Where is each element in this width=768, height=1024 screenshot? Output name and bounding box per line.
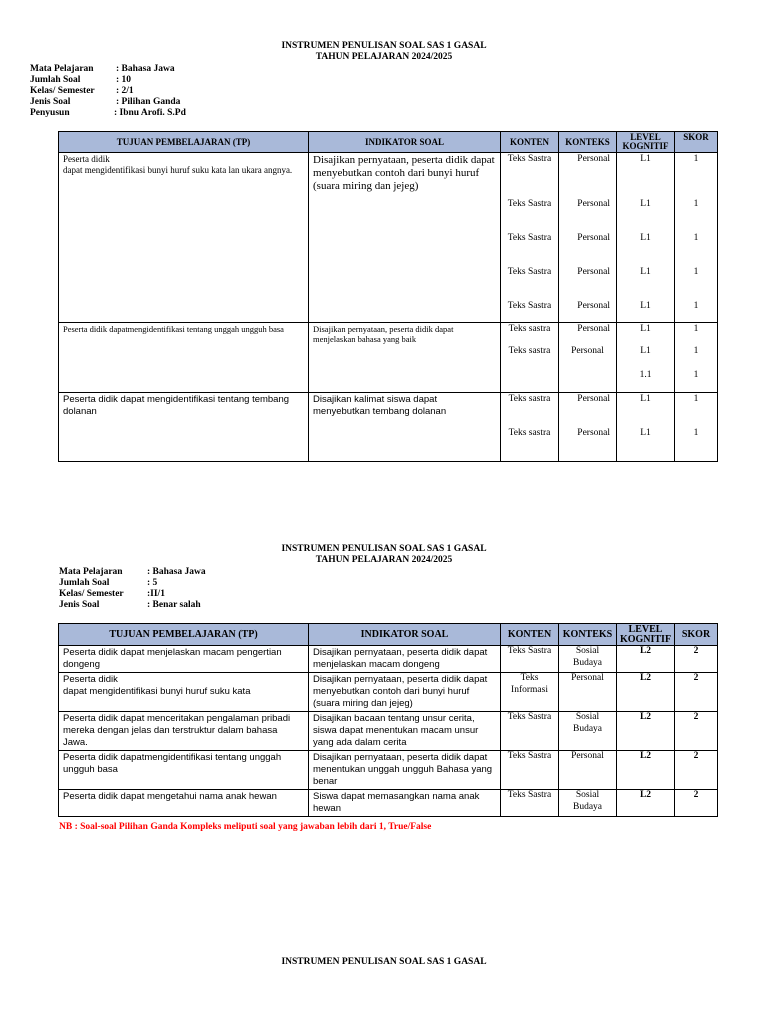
konteks-cell: Sosial Budaya <box>572 790 603 812</box>
header-tp: TUJUAN PEMBELAJARAN (TP) <box>59 624 309 646</box>
meta-key: Mata Pelajaran <box>30 64 94 74</box>
level-value: L1 <box>640 267 651 277</box>
meta-value: : Bahasa Jawa <box>116 64 175 74</box>
meta-key: Mata Pelajaran <box>59 567 123 577</box>
indikator-cell: Disajikan kalimat siswa dapat menyebutkan tembang dolanan <box>313 394 447 417</box>
indikator-cell: Disajikan pernyataan, peserta didik dapat menentukan unggah ungguh Bahasa yang benar <box>313 752 493 787</box>
section2-title: INSTRUMEN PENULISAN SOAL SAS 1 GASAL <box>281 544 487 554</box>
konteks-value: Personal <box>577 233 610 243</box>
skor-value: 1 <box>693 154 699 164</box>
header-indikator: INDIKATOR SOAL <box>309 132 501 153</box>
tp-cell: Peserta didik dapat menceritakan pengalaman pribadi mereka dengan jelas dan terstruktur dalam bahasa Jawa. <box>63 713 291 748</box>
konten-cell: Teks Informasi <box>511 673 548 695</box>
konten-cell <box>501 323 558 392</box>
table-row <box>59 393 718 462</box>
header-indikator: INDIKATOR SOAL <box>309 624 501 646</box>
table-header-row <box>59 624 718 646</box>
konten-value: Teks Sastra <box>507 267 552 277</box>
header-level: LEVEL KOGNITIF <box>617 624 675 646</box>
meta-key: Kelas/ Semester <box>30 86 95 96</box>
indikator-cell: Siswa dapat memasangkan nama anak hewan <box>313 791 480 814</box>
konteks-value: Personal <box>577 301 610 311</box>
meta-key: Jumlah Soal <box>30 75 81 85</box>
skor-value: 1 <box>693 199 699 209</box>
konteks-cell: Personal <box>571 751 604 761</box>
meta-value: : Pilihan Ganda <box>116 97 181 107</box>
konteks-cell: Personal <box>571 673 604 683</box>
level-value: L1 <box>640 324 651 334</box>
konten-cell: Teks Sastra <box>507 751 552 761</box>
konteks-cell: Sosial Budaya <box>572 712 603 734</box>
konteks-value: Personal <box>571 346 604 356</box>
meta-key: Kelas/ Semester <box>59 589 124 599</box>
header-level: LEVEL KOGNITIF <box>617 132 675 153</box>
section2-meta <box>59 567 206 611</box>
table-row <box>59 646 718 673</box>
skor-value: 1 <box>693 428 699 438</box>
konteks-value: Personal <box>577 267 610 277</box>
konten-cell: Teks Sastra <box>507 790 552 800</box>
skor-cell <box>675 393 717 461</box>
skor-value: 1 <box>693 324 699 334</box>
skor-cell <box>675 323 717 392</box>
indikator-cell: Disajikan pernyataan, peserta didik dapat menjelaskan macam dongeng <box>313 647 488 670</box>
level-value: L1 <box>640 428 651 438</box>
meta-key: Jumlah Soal <box>59 578 110 588</box>
section1-meta <box>30 64 186 119</box>
header-tp: TUJUAN PEMBELAJARAN (TP) <box>59 132 309 153</box>
level-cell <box>617 323 674 392</box>
konteks-value: Personal <box>577 154 610 164</box>
table-row <box>59 673 718 712</box>
skor-value: 1 <box>693 233 699 243</box>
konteks-cell <box>559 153 616 322</box>
konten-cell: Teks Sastra <box>507 646 552 656</box>
konten-value: Teks Sastra <box>507 199 552 209</box>
skor-value: 1 <box>693 346 699 356</box>
tp-cell: Peserta didik dapat mengidentifikasi bunyi huruf suku kata <box>63 674 251 697</box>
indikator-cell: Disajikan pernyataan, peserta didik dapat menjelaskan bahasa yang baik <box>313 324 454 344</box>
header-skor: SKOR <box>675 132 718 153</box>
header-konten: KONTEN <box>501 624 559 646</box>
konten-value: Teks Sastra <box>507 301 552 311</box>
level-cell: L2 <box>639 751 652 761</box>
level-value: L1 <box>640 394 651 404</box>
skor-cell: 2 <box>693 646 699 656</box>
level-cell: L2 <box>639 790 652 800</box>
skor-value: 1 <box>693 267 699 277</box>
tp-cell: Peserta didik dapat mengidentifikasi tentang tembang dolanan <box>63 394 290 417</box>
level-value: L1 <box>640 346 651 356</box>
konteks-cell <box>559 393 616 461</box>
header-konten: KONTEN <box>501 132 559 153</box>
konteks-value: Personal <box>577 428 610 438</box>
konteks-cell <box>559 323 616 392</box>
skor-value: 1 <box>693 301 699 311</box>
section3-title: INSTRUMEN PENULISAN SOAL SAS 1 GASAL <box>281 957 487 967</box>
tp-cell: Peserta didik dapat mengidentifikasi bunyi huruf suku kata lan ukara angnya. <box>63 154 293 175</box>
level-cell: L2 <box>639 673 652 683</box>
konten-value: Teks sastra <box>508 324 551 334</box>
level-value: L1 <box>640 154 651 164</box>
table-header-row <box>59 132 718 153</box>
konten-value: Teks Sastra <box>507 233 552 243</box>
table-row <box>59 323 718 393</box>
indikator-cell: Disajikan pernyataan, peserta didik dapat menyebutkan contoh dari bunyi huruf (suara miring dan jejeg) <box>313 674 488 709</box>
tp-cell: Peserta didik dapat menjelaskan macam pengertian dongeng <box>63 647 282 670</box>
tp-cell: Peserta didik dapatmengidentifikasi tentang unggah ungguh basa <box>63 324 284 334</box>
level-value: L1 <box>640 301 651 311</box>
skor-cell: 2 <box>693 790 699 800</box>
section2-table <box>58 623 718 817</box>
section1-subtitle: TAHUN PELAJARAN 2024/2025 <box>315 52 453 62</box>
header-skor: SKOR <box>675 624 718 646</box>
konten-value: Teks sastra <box>508 394 551 404</box>
konten-value: Teks sastra <box>508 428 551 438</box>
level-value: L1 <box>640 233 651 243</box>
table-row <box>59 712 718 751</box>
meta-value: : 10 <box>116 75 132 85</box>
meta-value: :II/1 <box>147 589 165 599</box>
skor-value: 1 <box>693 370 699 380</box>
konten-cell <box>501 393 558 461</box>
level-value: L1 <box>640 199 651 209</box>
konten-value: Teks Sastra <box>507 154 552 164</box>
level-cell <box>617 153 674 322</box>
meta-key: Jenis Soal <box>30 97 71 107</box>
meta-key: Penyusun <box>30 108 70 118</box>
tp-cell: Peserta didik dapat mengetahui nama anak hewan <box>63 791 277 802</box>
level-cell <box>617 393 674 461</box>
table-row <box>59 790 718 817</box>
meta-value: : Bahasa Jawa <box>147 567 206 577</box>
skor-cell: 2 <box>693 751 699 761</box>
level-cell: L2 <box>639 646 652 656</box>
meta-value: : 2/1 <box>116 86 134 96</box>
meta-value: : Benar salah <box>147 600 201 610</box>
indikator-cell: Disajikan pernyataan, peserta didik dapat menyebutkan contoh dari bunyi huruf (suara miring dan jejeg) <box>313 154 495 192</box>
konteks-value: Personal <box>577 199 610 209</box>
header-konteks: KONTEKS <box>559 132 617 153</box>
skor-value: 1 <box>693 394 699 404</box>
meta-value: : 5 <box>147 578 158 588</box>
konteks-cell: Sosial Budaya <box>572 646 603 668</box>
level-value: 1.1 <box>639 370 652 380</box>
indikator-cell: Disajikan bacaan tentang unsur cerita, siswa dapat menentukan macam unsur yang ada dalam cerita <box>313 713 479 748</box>
meta-value: : Ibnu Arofi. S.Pd <box>114 108 186 118</box>
level-cell: L2 <box>639 712 652 722</box>
tp-cell: Peserta didik dapatmengidentifikasi tentang unggah ungguh basa <box>63 752 282 775</box>
konteks-value: Personal <box>577 324 610 334</box>
table-row <box>59 153 718 323</box>
footnote: NB : Soal-soal Pilihan Ganda Kompleks meliputi soal yang jawaban lebih dari 1, True/False <box>59 822 432 832</box>
section1-title: INSTRUMEN PENULISAN SOAL SAS 1 GASAL <box>281 41 487 51</box>
konten-cell: Teks Sastra <box>507 712 552 722</box>
skor-cell <box>675 153 717 322</box>
skor-cell: 2 <box>693 673 699 683</box>
meta-key: Jenis Soal <box>59 600 100 610</box>
konten-cell <box>501 153 558 322</box>
table-row <box>59 751 718 790</box>
skor-cell: 2 <box>693 712 699 722</box>
section1-table <box>58 131 718 462</box>
konteks-value: Personal <box>577 394 610 404</box>
konten-value: Teks sastra <box>508 346 551 356</box>
section2-subtitle: TAHUN PELAJARAN 2024/2025 <box>315 555 453 565</box>
header-konteks: KONTEKS <box>559 624 617 646</box>
